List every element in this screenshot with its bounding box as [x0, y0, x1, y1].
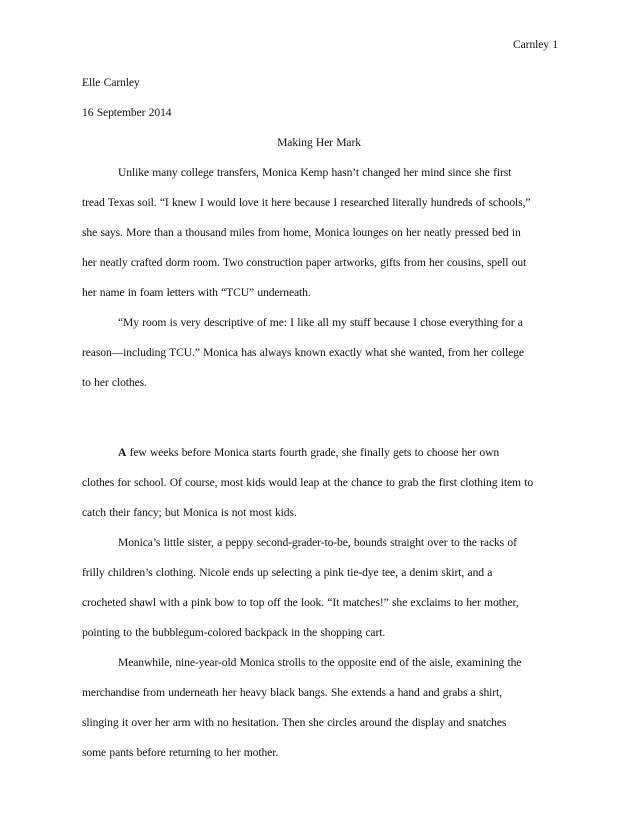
- body-line: her name in foam letters with “TCU” underneath.: [82, 286, 311, 299]
- body-line: tread Texas soil. “I knew I would love it here because I researched literally hundreds of schools,”: [82, 196, 531, 209]
- body-line: she says. More than a thousand miles from home, Monica lounges on her neatly pressed bed in: [82, 226, 521, 239]
- body-line: frilly children’s clothing. Nicole ends up selecting a pink tie-dye tee, a denim skirt, and a: [82, 566, 493, 579]
- body-line: some pants before returning to her mother.: [82, 746, 279, 759]
- date-line: 16 September 2014: [82, 106, 172, 119]
- body-line: Meanwhile, nine-year-old Monica strolls to the opposite end of the aisle, examining the: [118, 656, 522, 669]
- drop-letter: A: [118, 446, 127, 459]
- body-line: crocheted shawl with a pink bow to top off the look. “It matches!” she exclaims to her mother,: [82, 596, 519, 609]
- body-line: pointing to the bubblegum-colored backpack in the shopping cart.: [82, 626, 386, 639]
- essay-title: Making Her Mark: [277, 136, 361, 149]
- body-line: her neatly crafted dorm room. Two construction paper artworks, gifts from her cousins, spell out: [82, 256, 527, 269]
- body-line: slinging it over her arm with no hesitation. Then she circles around the display and snatches: [82, 716, 507, 729]
- running-head: Carnley 1: [513, 38, 558, 51]
- body-line: Unlike many college transfers, Monica Kemp hasn’t changed her mind since she first: [118, 166, 512, 179]
- body-line: merchandise from underneath her heavy black bangs. She extends a hand and grabs a shirt,: [82, 686, 502, 699]
- body-line: to her clothes.: [82, 376, 147, 389]
- body-line: “My room is very descriptive of me: I like all my stuff because I chose everything for a: [118, 316, 523, 329]
- author-name: Elle Carnley: [82, 76, 140, 89]
- body-line: reason—including TCU.” Monica has always known exactly what she wanted, from her college: [82, 346, 524, 359]
- body-line-text: few weeks before Monica starts fourth grade, she finally gets to choose her own: [126, 446, 500, 459]
- body-line: Monica’s little sister, a peppy second-grader-to-be, bounds straight over to the racks of: [118, 536, 517, 549]
- body-line: clothes for school. Of course, most kids would leap at the chance to grab the first clothing item to: [82, 476, 534, 489]
- body-line: catch their fancy; but Monica is not most kids.: [82, 506, 297, 519]
- body-line: [118, 446, 499, 460]
